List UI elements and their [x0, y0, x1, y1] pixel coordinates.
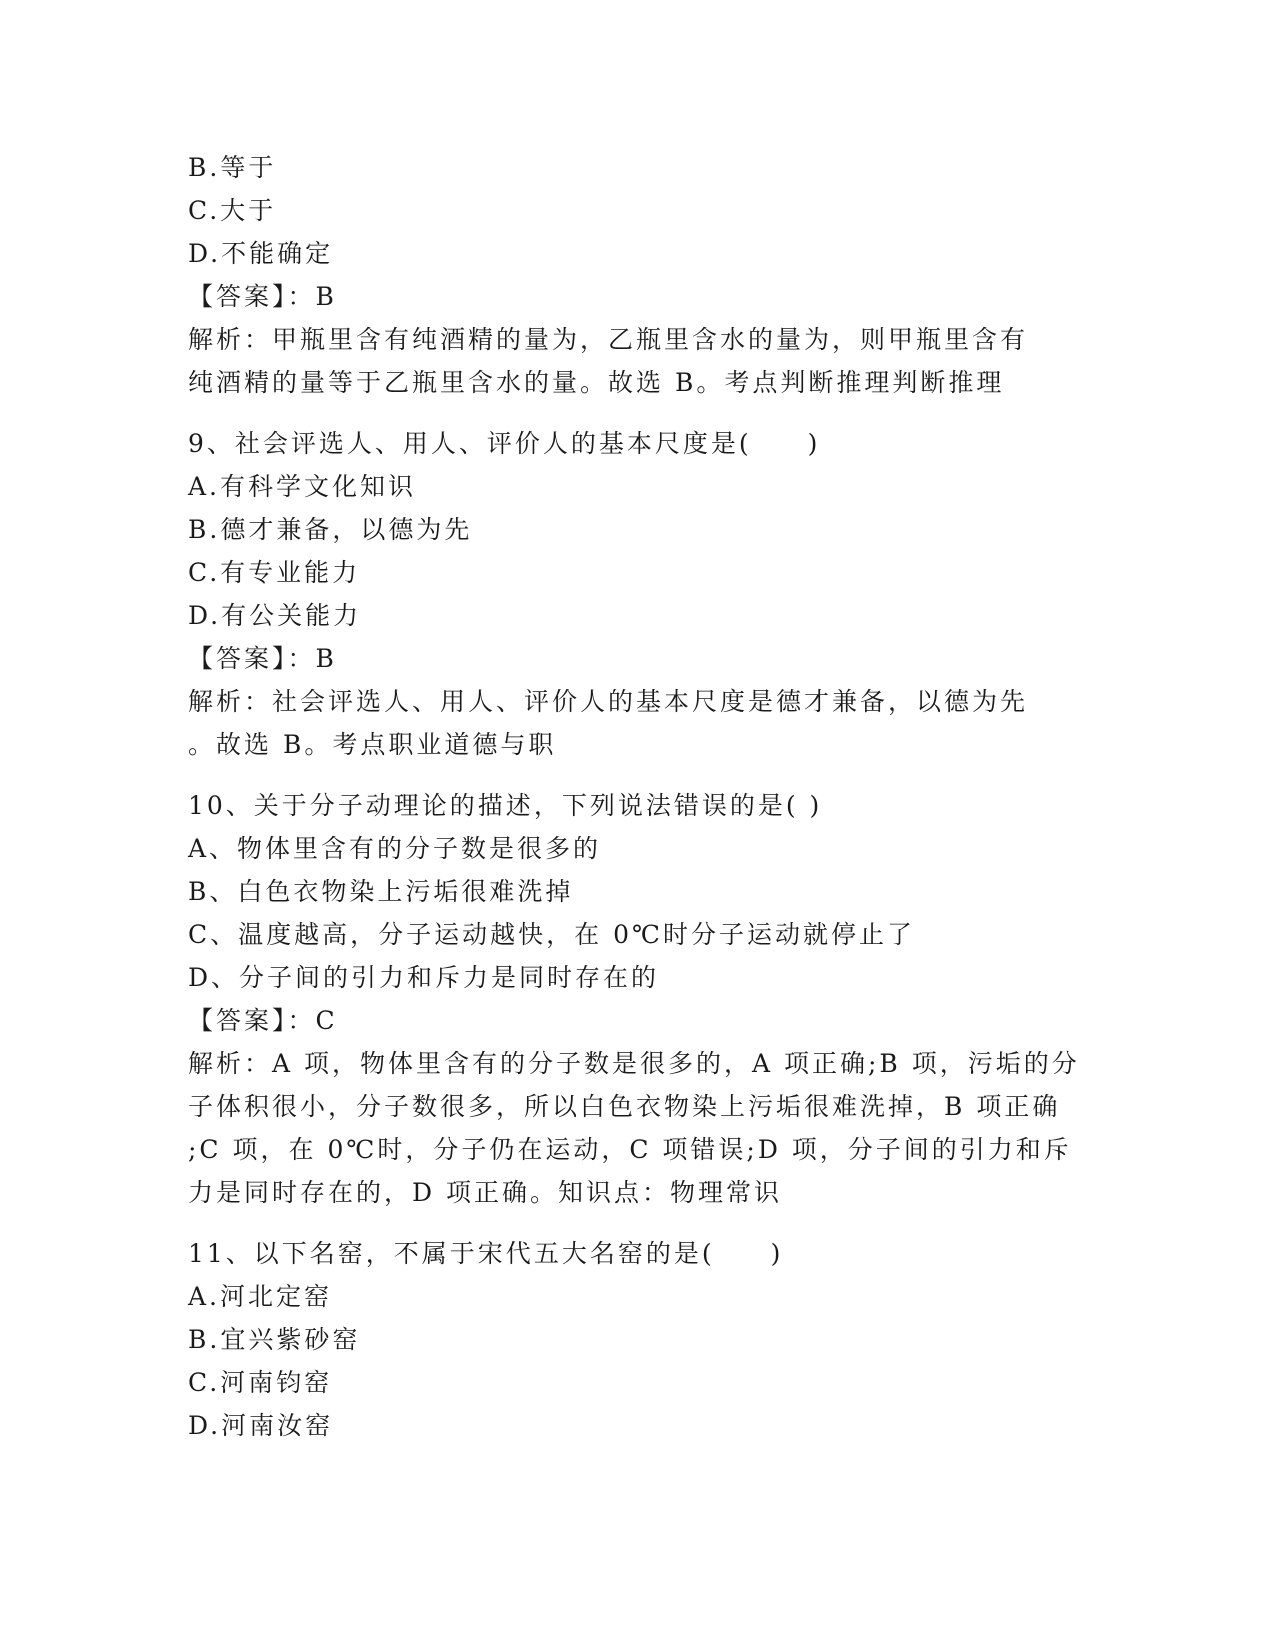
option-d: D.河南汝窑	[188, 1411, 334, 1440]
option-d: D、分子间的引力和斥力是同时存在的	[188, 963, 660, 992]
answer-line: 【答案】：B	[188, 644, 337, 673]
question-text: 9、社会评选人、用人、评价人的基本尺度是( )	[188, 429, 821, 458]
answer-line: 【答案】：B	[188, 282, 337, 311]
analysis-line: ;C 项，在 0℃时，分子仍在运动，C 项错误;D 项，分子间的引力和斥	[188, 1135, 1072, 1164]
option-b: B、白色衣物染上污垢很难洗掉	[188, 877, 574, 906]
option-c: C、温度越高，分子运动越快，在 0℃时分子运动就停止了	[188, 920, 915, 949]
answer-line: 【答案】：C	[188, 1006, 338, 1035]
option-a: A.有科学文化知识	[188, 472, 417, 501]
option-d: D.不能确定	[188, 239, 334, 268]
option-c: C.有专业能力	[188, 558, 361, 587]
analysis-line: 纯酒精的量等于乙瓶里含水的量。故选 B。考点判断推理判断推理	[188, 368, 1005, 397]
question-text: 10、关于分子动理论的描述，下列说法错误的是( )	[188, 791, 823, 820]
option-c: C.大于	[188, 196, 277, 225]
option-d: D.有公关能力	[188, 601, 362, 630]
question-10	[188, 784, 1088, 1214]
question-9	[188, 422, 1088, 766]
option-c: C.河南钧窑	[188, 1368, 333, 1397]
analysis-line: 力是同时存在的，D 项正确。知识点：物理常识	[188, 1178, 782, 1207]
analysis-line: 子体积很小，分子数很多，所以白色衣物染上污垢很难洗掉，B 项正确	[188, 1092, 1061, 1121]
analysis-line: 。故选 B。考点职业道德与职	[188, 730, 557, 759]
option-b: B.宜兴紫砂窑	[188, 1325, 361, 1354]
question-8-tail	[188, 146, 1088, 404]
option-b: B.德才兼备，以德为先	[188, 515, 473, 544]
option-a: A、物体里含有的分子数是很多的	[188, 834, 602, 863]
option-b: B.等于	[188, 153, 277, 182]
question-11	[188, 1232, 1088, 1447]
document-page	[188, 146, 1088, 1447]
analysis-line: 解析：甲瓶里含有纯酒精的量为，乙瓶里含水的量为，则甲瓶里含有	[188, 325, 1029, 354]
analysis-line: 解析：A 项，物体里含有的分子数是很多的，A 项正确;B 项，污垢的分	[188, 1049, 1080, 1078]
analysis-line: 解析：社会评选人、用人、评价人的基本尺度是德才兼备，以德为先	[188, 687, 1029, 716]
question-text: 11、以下名窑，不属于宋代五大名窑的是( )	[188, 1239, 784, 1268]
option-a: A.河北定窑	[188, 1282, 333, 1311]
